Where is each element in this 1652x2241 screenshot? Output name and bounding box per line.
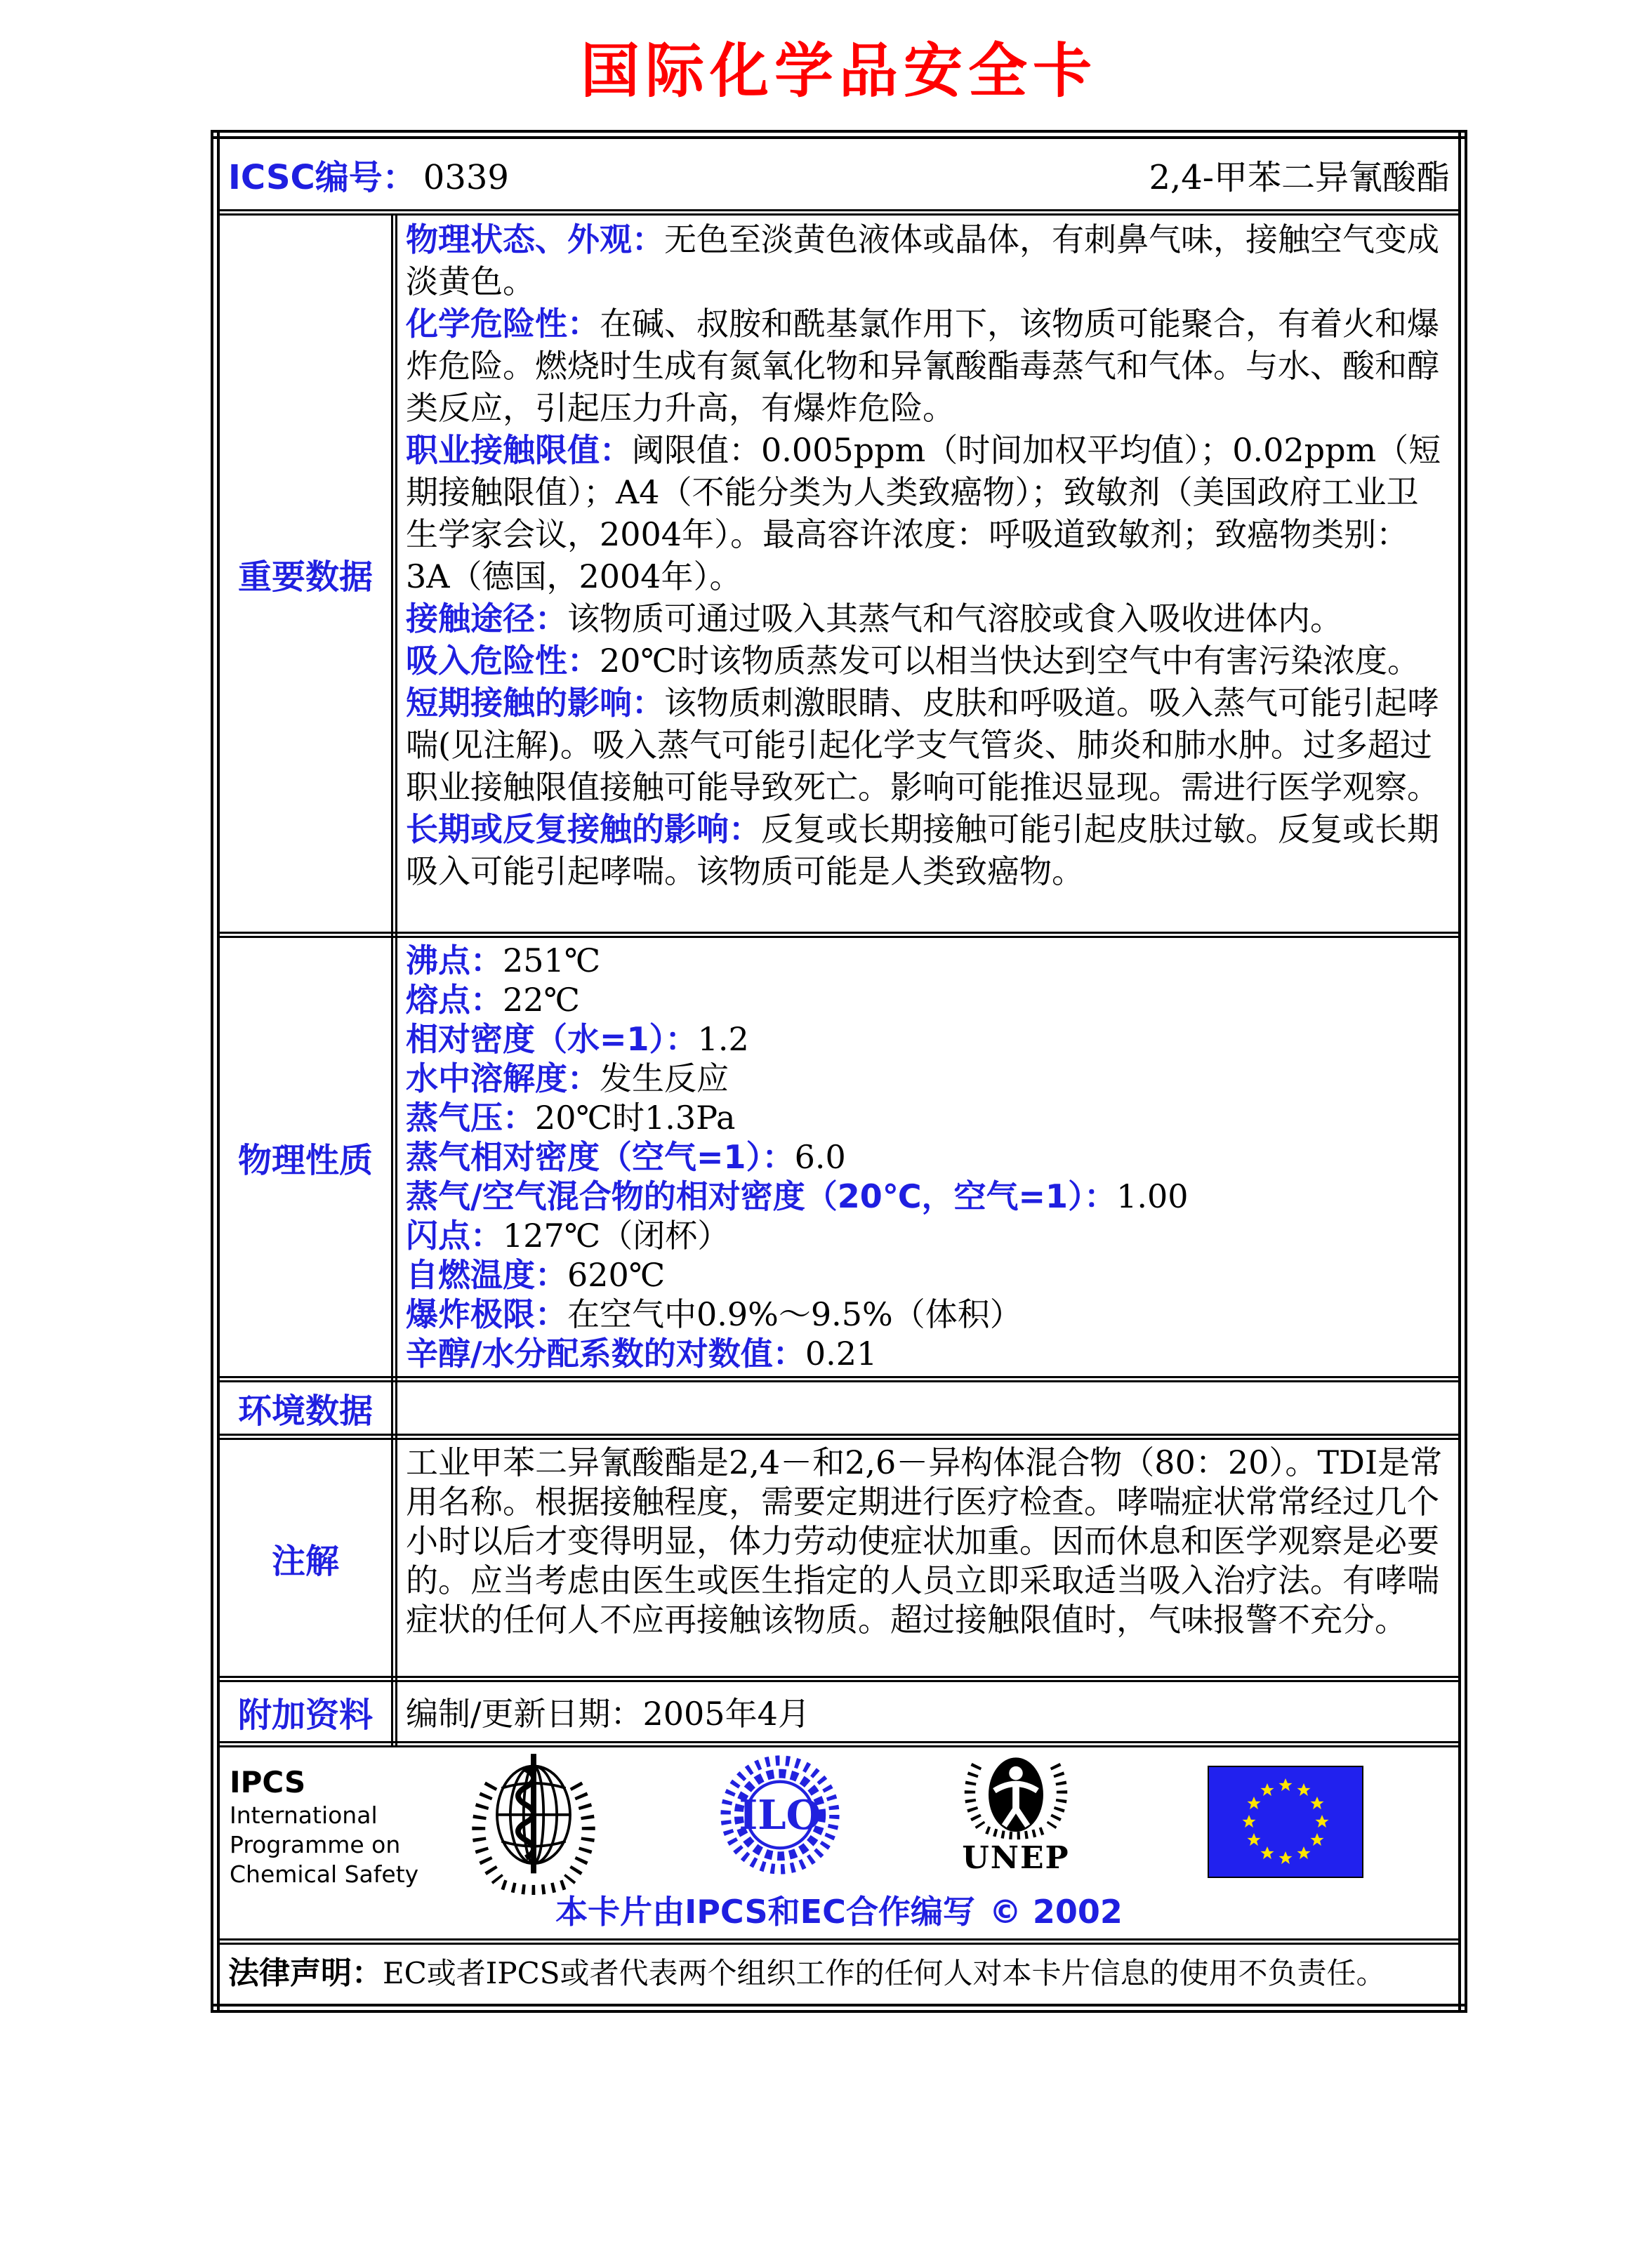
legal-text: EC或者IPCS或者代表两个组织工作的任何人对本卡片信息的使用不负责任。 [383,1956,1386,1990]
page-title: 国际化学品安全卡 [580,37,1097,105]
unep-logo-text: UNEP [962,1840,1070,1876]
who-logo-icon [467,1752,600,1898]
field-label: 物理状态、外观： [406,220,664,258]
additional-info-row [216,1679,1463,1745]
important-item [406,808,1450,892]
notes-row [216,1437,1463,1679]
physical-item [406,1098,1450,1137]
field-label: 自燃温度： [406,1256,567,1294]
cooperation-caption [220,1886,1458,1933]
field-value: 在空气中0.9%～9.5%（体积） [567,1295,1022,1333]
field-label: 水中溶解度： [406,1059,600,1097]
environment-data-content [395,1380,1463,1437]
ilo-logo-text: ILO [739,1791,821,1839]
unep-logo-icon [957,1752,1075,1842]
logos-strip [220,1747,1458,1938]
physical-item [406,980,1450,1019]
important-item [406,429,1450,597]
physical-item [406,1216,1450,1255]
physical-properties-content [395,935,1463,1380]
important-item [406,218,1450,303]
field-value: 1.2 [697,1020,749,1058]
field-label: 接触途径： [406,600,567,637]
environment-data-label: 环境数据 [216,1380,395,1437]
physical-item [406,1255,1450,1295]
physical-item [406,1137,1450,1177]
important-item [406,640,1450,682]
field-value: 在碱、叔胺和酰基氯作用下，该物质可能聚合，有着火和爆炸危险。燃烧时生成有氮氧化物和异氰酸酯毒蒸气和气体。与水、酸和醇类反应，引起压力升高，有爆炸危险。 [406,305,1439,427]
cooperation-caption-text: 本卡片由IPCS和EC合作编写 [555,1893,975,1931]
important-data-label: 重要数据 [216,213,395,935]
field-value: 阈限值：0.005ppm（时间加权平均值）；0.02ppm（短期接触限值）；A4（不能分类为人类致癌物）；致敏剂（美国政府工业卫生学家会议，2004年）。最高容许浓度：呼吸道致敏剂；致癌物类别：3A（德国，2004年）。 [406,431,1441,595]
ilo-logo-icon [720,1754,840,1875]
important-data-content [395,213,1463,935]
ipcs-line: Chemical Safety [230,1860,419,1888]
field-value: 620℃ [567,1256,666,1294]
field-value: 该物质可通过吸入其蒸气和气溶胶或食入吸收进体内。 [567,600,1342,637]
physical-item [406,1059,1450,1098]
icsc-number-label: ICSC编号： [228,157,416,197]
field-label: 蒸气/空气混合物的相对密度（20℃，空气=1）： [406,1177,1117,1215]
physical-properties-label: 物理性质 [216,935,395,1380]
field-label: 相对密度（水=1）： [406,1020,698,1058]
field-label: 熔点： [406,981,503,1019]
field-label: 短期接触的影响： [406,684,664,722]
field-label: 职业接触限值： [406,431,632,469]
field-value: 1.00 [1116,1177,1189,1215]
physical-item [406,1177,1450,1216]
header-row [216,135,1463,213]
field-value: 发生反应 [600,1059,729,1097]
field-label: 爆炸极限： [406,1295,567,1333]
field-value: 6.0 [794,1138,846,1176]
field-value: 无色至淡黄色液体或晶体，有刺鼻气味，接触空气变成淡黄色。 [406,220,1439,300]
physical-item [406,1295,1450,1334]
important-item [406,303,1450,429]
physical-properties-row [216,935,1463,1380]
field-value: 251℃ [503,941,601,979]
environment-data-row [216,1380,1463,1437]
important-item [406,597,1450,640]
field-value: 该物质刺激眼睛、皮肤和呼吸道。吸入蒸气可能引起哮喘(见注解)。吸入蒸气可能引起化学支气管炎、肺炎和肺水肿。过多超过职业接触限值接触可能导致死亡。影响可能推迟显现。需进行医学观察。 [406,684,1439,806]
field-value: 反复或长期接触可能引起皮肤过敏。反复或长期吸入可能引起哮喘。该物质可能是人类致癌物。 [406,810,1439,890]
notes-content: 工业甲苯二异氰酸酯是2,4－和2,6－异构体混合物（80：20）。TDI是常用名称。根据接触程度，需要定期进行医疗检查。哮喘症状常常经过几个小时以后才变得明显，体力劳动使症状加重。因而休息和医学观察是必要的。应当考虑由医生或医生指定的人员立即采取适当吸入治疗法。有哮喘症状的任何人不应再接触该物质。超过接触限值时，气味报警不充分。 [395,1437,1463,1679]
field-label: 吸入危险性： [406,642,600,680]
ipcs-text-block [230,1764,418,1889]
physical-item [406,941,1450,980]
legal-label: 法律声明： [228,1955,383,1991]
field-label: 闪点： [406,1217,503,1255]
ipcs-line: International [230,1802,378,1829]
field-label: 沸点： [406,941,503,979]
notes-label: 注解 [216,1437,395,1679]
field-value: 22℃ [503,981,580,1019]
icsc-number-value: 0339 [423,157,509,197]
eu-flag-icon [1208,1766,1363,1878]
physical-item [406,1019,1450,1059]
field-value: 20℃时该物质蒸发可以相当快达到空气中有害污染浓度。 [600,642,1420,680]
physical-item [406,1334,1450,1373]
field-label: 化学危险性： [406,305,600,343]
field-value: 127℃（闭杯） [503,1217,730,1255]
ipcs-acronym: IPCS [230,1765,306,1799]
chemical-name: 2,4-甲苯二异氰酸酯 [1149,157,1450,197]
important-item [406,682,1450,808]
ipcs-line: Programme on [230,1831,401,1858]
field-value: 0.21 [805,1335,878,1373]
logos-row [216,1745,1463,1942]
unep-logo-block [957,1752,1075,1876]
field-value: 20℃时1.3Pa [535,1099,736,1137]
legal-row [216,1942,1463,2009]
field-label: 长期或反复接触的影响： [406,810,761,848]
additional-info-label: 附加资料 [216,1679,395,1745]
field-label: 蒸气相对密度（空气=1）： [406,1138,795,1176]
field-label: 辛醇/水分配系数的对数值： [406,1335,805,1373]
icsc-card [211,130,1467,2013]
icsc-number-group [228,150,509,199]
important-data-row [216,213,1463,935]
copyright-year: © 2002 [989,1893,1123,1931]
field-label: 蒸气压： [406,1099,535,1137]
additional-info-content: 编制/更新日期：2005年4月 [395,1679,1463,1745]
